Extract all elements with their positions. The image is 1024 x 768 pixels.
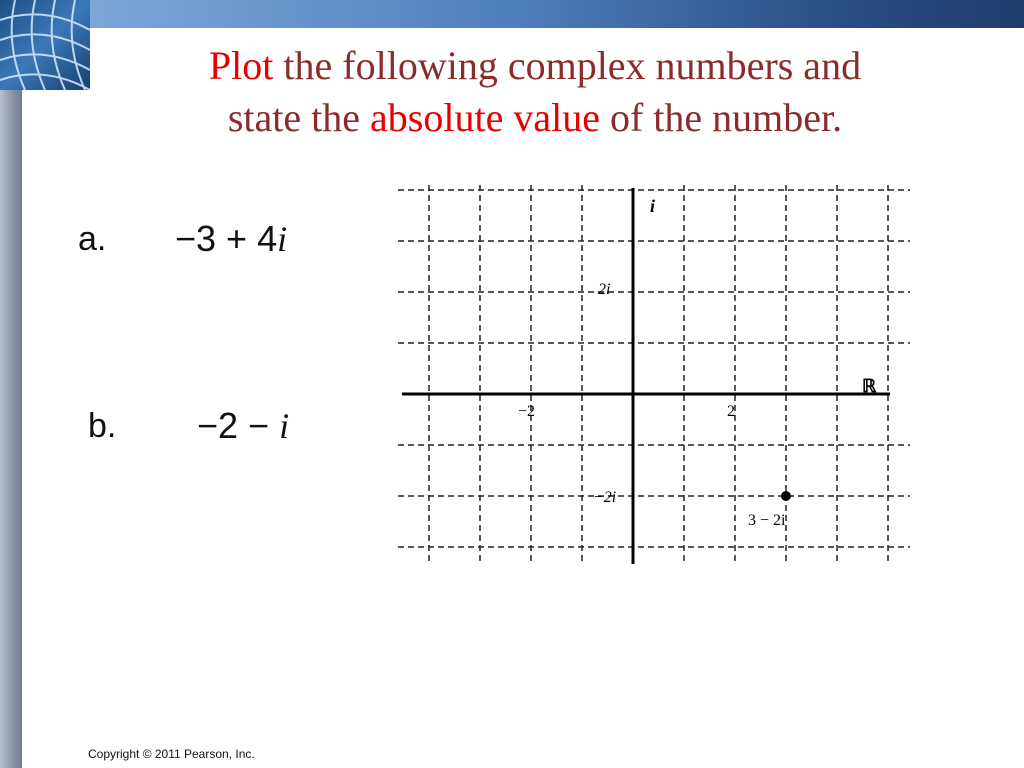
imaginary-axis-label: i xyxy=(650,196,656,216)
complex-plane xyxy=(390,180,920,575)
x-tick-label-2: 2 xyxy=(727,403,735,420)
item-a-expression-main: −3 + 4 xyxy=(175,218,278,259)
real-axis-label: ℝ xyxy=(862,376,877,396)
item-a-expression xyxy=(175,218,287,260)
slide-title xyxy=(120,40,950,144)
item-b-expression xyxy=(197,405,289,447)
item-a-letter: a. xyxy=(78,220,107,258)
plotted-point-label: 3 − 2i xyxy=(748,512,786,529)
item-b-expression-i: i xyxy=(279,406,290,446)
item-a-expression-i: i xyxy=(277,219,288,259)
corner-logo-graphic xyxy=(0,0,90,90)
title-text-2: state the xyxy=(227,95,371,140)
copyright-footer: Copyright © 2011 Pearson, Inc. xyxy=(88,747,255,761)
y-tick-label-neg2i: −2i xyxy=(593,489,617,506)
x-tick-label-neg2: −2 xyxy=(518,403,536,420)
y-tick-label-2i: 2i xyxy=(598,281,611,298)
grid-globe-icon xyxy=(0,0,90,90)
title-text-3: of the number. xyxy=(599,95,843,140)
title-highlight-plot: Plot xyxy=(208,43,274,88)
title-text-1: the following complex numbers and xyxy=(273,43,862,88)
plotted-point xyxy=(781,491,791,501)
plane-grid xyxy=(398,185,910,565)
top-banner xyxy=(90,0,1024,28)
item-b-letter: b. xyxy=(88,407,117,445)
title-highlight-absolute-value: absolute value xyxy=(370,95,600,140)
left-sidebar-bar xyxy=(0,90,22,768)
item-b-expression-main: −2 − xyxy=(197,405,280,446)
